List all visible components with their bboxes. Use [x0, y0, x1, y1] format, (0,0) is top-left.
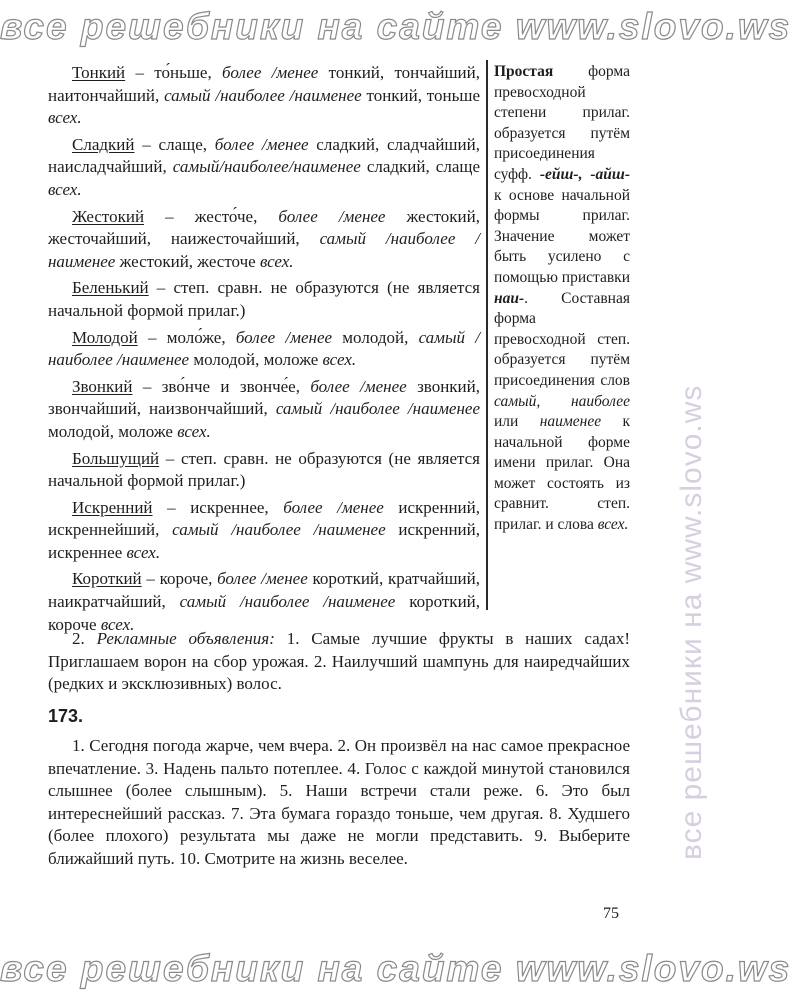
ads-title: Рекламные объявления:	[96, 629, 275, 648]
watermark-side	[670, 0, 710, 988]
entry-word: Жестокий	[72, 206, 145, 226]
entry-korotkiy	[48, 568, 480, 636]
entry-all: всех.	[100, 614, 135, 634]
rule-part: . Составная форма превосходной степ. образуется путём присоединения слов	[494, 289, 630, 389]
entry-tonkiy	[48, 62, 480, 130]
entry-text: молодой, моложе	[48, 421, 178, 441]
ads-label: 2.	[72, 629, 97, 648]
entry-all: всех.	[48, 179, 82, 199]
entry-text: искренний, искреннейший,	[48, 497, 480, 540]
entry-word: Звонкий	[72, 376, 133, 396]
entry-more-less: более /менее	[310, 376, 407, 396]
entry-text: жестокий, жесточе	[115, 251, 260, 271]
entry-more-less: более /менее	[278, 206, 386, 226]
entry-text: короткий, кратчайший, наикратчайший,	[48, 569, 480, 612]
entry-text: сладкий, сладчайший, наисладчайший,	[48, 134, 480, 177]
ads-text: 1. Самые лучшие фрукты в наших садах! Приглашаем ворон на сбор урожая. 2. Наилучший шампунь для наиредчайших (редких и эксклюзивных) волос.	[48, 629, 630, 694]
rule-words: всех.	[597, 516, 629, 534]
entry-more-less: более /менее	[222, 63, 319, 82]
rule-part: к начальной форме имени прилаг. Она может состоять из сравнит. степ. прилаг. и слова	[494, 413, 630, 534]
exercise-number: 173.	[48, 706, 84, 726]
adjective-list	[48, 62, 480, 640]
entry-text: тонкий, тоньше	[361, 85, 480, 105]
entry-word: Сладкий	[72, 134, 135, 154]
ads-paragraph	[48, 628, 630, 696]
entry-text: – степ. сравн. не образуются (не является начальной формой прилаг.)	[48, 278, 480, 320]
rule-words: наименее	[539, 413, 602, 431]
entry-text: молодой,	[332, 327, 419, 347]
rule-part: к основе начальной формы прилаг. Значение может быть усилено с помощью приставки	[494, 186, 630, 286]
rule-suffix: -ейш-, -айш-	[539, 165, 630, 183]
entry-all: всех.	[126, 542, 161, 562]
entry-text: – степ. сравн. не образуются (не является начальной формой прилаг.)	[48, 448, 480, 491]
entry-word: Большущий	[72, 448, 160, 468]
entry-text: – слаще,	[134, 134, 215, 154]
entry-text: молодой, моложе	[189, 350, 323, 370]
entry-superlative: самый /наиболее /наименее	[275, 399, 480, 419]
entry-word: Молодой	[72, 327, 138, 347]
rule-prefix: наи-	[494, 289, 525, 307]
entry-text: – то́ньше,	[125, 63, 223, 82]
exercise-text: 1. Сегодня погода жарче, чем вчера. 2. Он произвёл на нас самое прекрасное впечатление. 3. Надень пальто потеплее. 4. Голос с каждой минутой становился слышнее (более слышным). 5. Наши встречи стали реже. 6. Это был интереснейший рассказ. 7. Эта бумага гораздо тоньше, чем другая. 8. Худшего (более плохого) результата мы даже не могли представить. 9. Выберите ближайший путь. 10. Смотрите на жизнь веселее.	[48, 736, 630, 868]
watermark-side-text: все решебники на www.slovo.ws	[675, 384, 708, 860]
entry-all: всех.	[177, 421, 211, 441]
entry-text: – искреннее,	[152, 497, 284, 517]
entry-zvonkiy	[48, 376, 480, 444]
entry-word: Тонкий	[72, 63, 126, 82]
entry-text: короткий, короче	[48, 592, 481, 634]
entry-superlative: самый /наиболее /наименее	[172, 520, 386, 540]
column-divider	[486, 60, 488, 610]
entry-text: – жесто́че,	[144, 206, 279, 226]
entry-text: звонкий, звончайший, наизвончайший,	[48, 376, 480, 419]
entry-belenkiy	[48, 277, 480, 322]
entry-superlative: самый/наиболее/наименее	[172, 157, 361, 177]
entry-text: – моло́же,	[137, 327, 236, 347]
entry-word: Искренний	[72, 497, 153, 517]
entry-text: жестокий, жесточайший, наижесточайший,	[48, 206, 480, 249]
entry-zhestokiy	[48, 206, 480, 274]
entry-superlative: самый /наиболее /наименее	[164, 85, 362, 105]
entry-text: тонкий, тончайший, наитончайший,	[48, 63, 480, 105]
entry-sladkiy	[48, 134, 480, 202]
entry-iskrenniy	[48, 497, 480, 565]
entry-bolshushchiy	[48, 448, 480, 493]
entry-superlative: самый /наиболее /наименее	[179, 592, 396, 612]
entry-text: – зво́нче и звонче́е,	[132, 376, 311, 396]
entry-superlative: самый /наиболее /наименее	[48, 327, 480, 370]
entry-superlative: самый /наиболее /наименее	[48, 229, 480, 271]
entry-text: – короче,	[141, 569, 218, 589]
entry-more-less: более /менее	[235, 327, 333, 347]
entry-text: сладкий, слаще	[360, 157, 481, 177]
entry-all: всех.	[48, 108, 82, 128]
rule-part: форма превосходной степени прилаг. образуется путём присоединения суфф.	[494, 63, 630, 183]
entry-more-less: более /менее	[283, 497, 384, 517]
entry-more-less: более /менее	[214, 134, 309, 154]
entry-more-less: более /менее	[217, 569, 308, 589]
entry-all: всех.	[259, 251, 294, 271]
entry-molodoy	[48, 327, 480, 372]
entry-all: всех.	[322, 350, 357, 370]
entry-word: Короткий	[72, 569, 142, 589]
rule-part: или	[494, 413, 540, 431]
rule-text	[494, 62, 630, 536]
entry-word: Беленький	[72, 278, 149, 298]
rule-term: Простая	[494, 63, 554, 80]
rule-words: самый, наиболее	[494, 392, 630, 410]
entry-text: искренний, искреннее	[48, 520, 481, 562]
rule-sidebar	[494, 62, 630, 536]
watermark-bottom: все решебники на сайте www.slovo.ws	[0, 948, 791, 989]
watermark-top: все решебники на сайте www.slovo.ws	[0, 6, 791, 47]
page-number: 75	[603, 905, 619, 922]
